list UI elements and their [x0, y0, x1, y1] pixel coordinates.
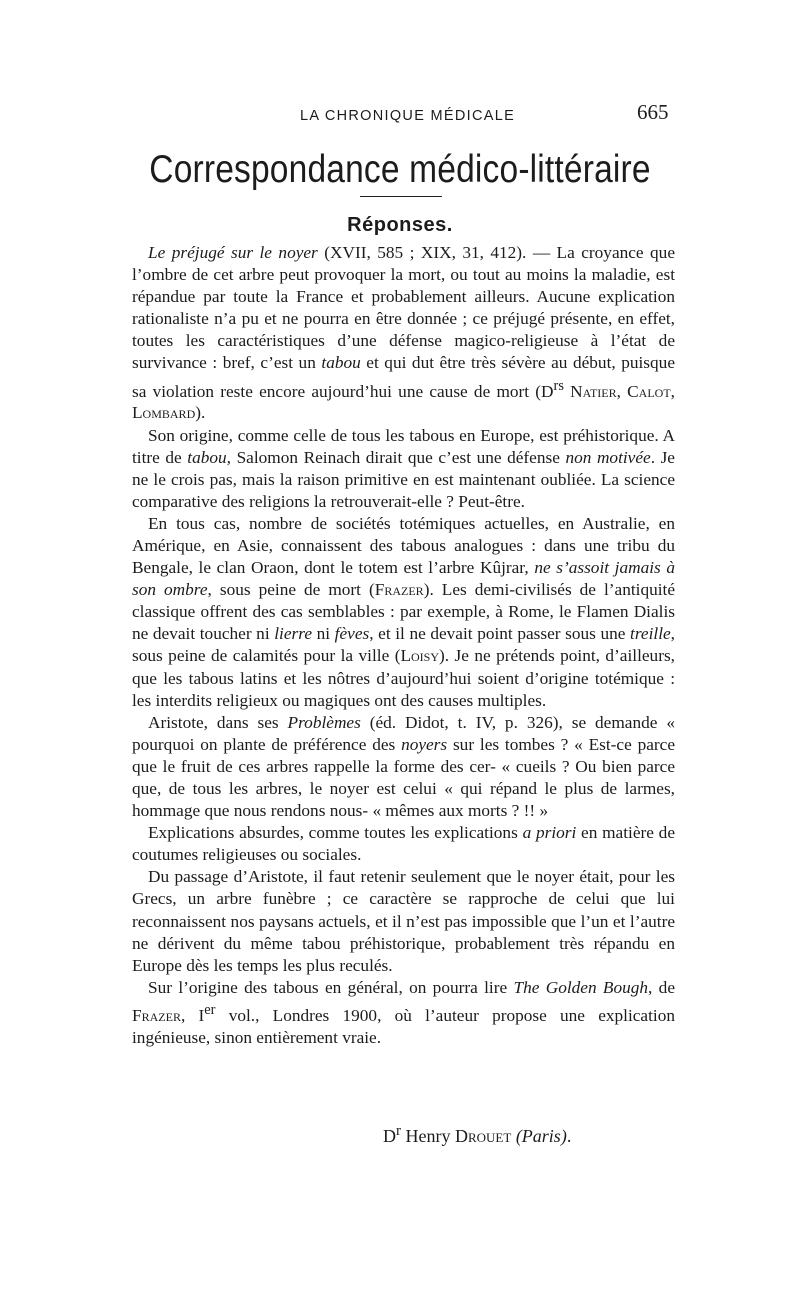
topic-title: Le préjugé sur le noyer: [148, 243, 318, 262]
page-title: Correspondance médico-littéraire: [149, 148, 651, 191]
paragraph-5: Explications absurdes, comme toutes les explications a priori en matière de coutumes religieuses ou sociales.: [132, 823, 675, 865]
section-heading: Réponses.: [347, 214, 453, 236]
paragraph-2: Son origine, comme celle de tous les tabous en Europe, est préhistorique. A titre de tabou, Salomon Reinach dirait que c’est une défense non motivée. Je ne le crois pas, mais la raison primitive en est maintenant oubliée. La science comparative des religions la retrouverait-elle ? Peut-être.: [132, 425, 675, 511]
paragraph-6: Du passage d’Aristote, il faut retenir seulement que le noyer était, pour les Grecs, un arbre funèbre ; ce caractère se rapproche de celui que lui reconnaissent nos paysans actuels, et il n’est pas impossible que l’un et l’autre ne dérivent du même tabou préhistorique, probablement très répandu en Europe dès les temps les plus reculés.: [132, 867, 675, 975]
paragraph-3: En tous cas, nombre de sociétés totémiques actuelles, en Australie, en Amérique, en Asie, connaissent des tabous analogues : dans une tribu du Bengale, le clan Oraon, dont le totem est l’arbre Kûjrar, ne s’assoit jamais à son ombre, sous peine de mort (Frazer). Les demi-civilisés de l’antiquité classique offrent des cas semblables : par exemple, à Rome, le Flamen Dialis ne devait toucher ni lierre ni fèves, et il ne devait point passer sous une treille, sous peine de calamités pour la ville (Loisy). Je ne prétends point, d’ailleurs, que les tabous latins et les nôtres d’aujourd’hui soient d’origine totémique : les interdits religieux ou magiques ont des causes multiples.: [132, 513, 676, 710]
title-rule: [360, 196, 442, 197]
running-head: LA CHRONIQUE MÉDICALE: [300, 108, 516, 124]
article-body: [132, 242, 675, 1049]
signature: $D^r$ Henry Drouet (Paris).: [383, 1123, 572, 1146]
paragraph-1: Le préjugé sur le noyer (XVII, 585 ; XIX, 31, 412). — La croyance que l’ombre de cet arbre peut provoquer la mort, ou tout au moins la maladie, est répandue par toute la France et probablement ailleurs. Aucune explication rationaliste n’a pu et ne pourra en être donnée ; ce préjugé présente, en effet, toutes les caractéristiques d’une défense magico-religieuse à l’état de survivance : bref, c’est un tabou et qui dut être très sévère au début, puisque sa violation reste encore aujourd’hui une cause de mort ($D^{rs}$ Natier, Calot, Lombard).: [132, 243, 675, 423]
page-number: 665: [637, 100, 669, 124]
paragraph-7: Sur l’origine des tabous en général, on pourra lire The Golden Bough, de Frazer, Ier vol., Londres 1900, où l’auteur propose une explication ingénieuse, sinon entièrement vraie.: [132, 977, 675, 1047]
paragraph-4: Aristote, dans ses Problèmes (éd. Didot, t. IV, p. 326), se demande « pourquoi on plante de préférence des noyers sur les tombes ? « Est-ce parce que le fruit de ces arbres rappelle la forme des cer- « cueils ? Ou bien parce que, de tous les arbres, le noyer est celui « qui répand le plus de larmes, hommage que nous rendons nous- « mêmes aux morts ? !! »: [132, 712, 675, 821]
